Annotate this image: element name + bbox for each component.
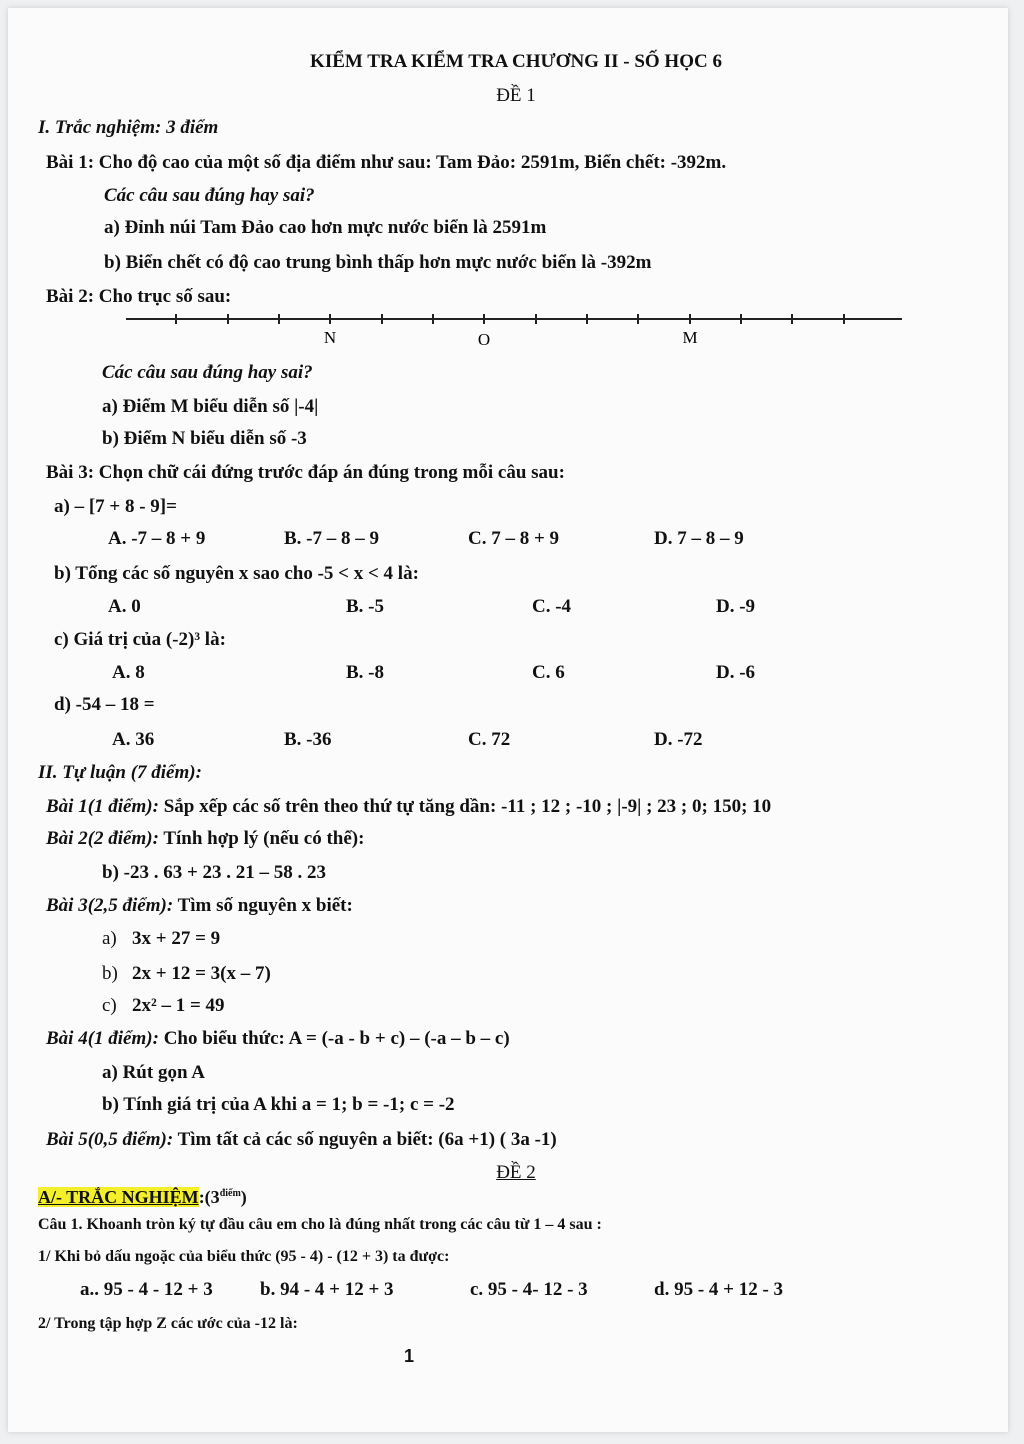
tl-bai3-text: Tìm số nguyên x biết:	[173, 895, 353, 916]
de2-q1-option-d: d. 95 - 4 + 12 - 3	[654, 1279, 784, 1300]
bai1-b: b) Biển chết có độ cao trung bình thấp hơn mực nước biển là -392m	[104, 252, 652, 273]
de2-cau1: Câu 1. Khoanh tròn ký tự đầu câu em cho là đúng nhất trong các câu từ 1 – 4 sau :	[38, 1216, 602, 1233]
bai3-text: Bài 3: Chọn chữ cái đứng trước đáp án đúng trong mỗi câu sau:	[46, 462, 565, 483]
exam-variant-2: ĐỀ 2	[496, 1162, 536, 1183]
tl-bai3-c-eq: 2x² – 1 = 49	[132, 995, 225, 1016]
bai3-qd: d) -54 – 18 =	[54, 694, 155, 715]
tl-bai4-b: b) Tính giá trị của A khi a = 1; b = -1; c = -2	[102, 1094, 455, 1115]
bai3-qd-option-c: C. 72	[468, 729, 511, 750]
number-line	[118, 303, 908, 353]
bai3-qc-option-a: A. 8	[112, 662, 145, 683]
de2-section-close: )	[240, 1187, 247, 1207]
bai3-qc-option-b: B. -8	[346, 662, 384, 683]
de2-section-heading	[38, 1185, 247, 1209]
part2-heading: II. Tự luận (7 điểm):	[38, 762, 202, 783]
bai3-qa-option-d: D. 7 – 8 – 9	[654, 528, 744, 549]
bai2-a: a) Điểm M biểu diễn số |-4|	[102, 396, 319, 417]
tl-bai2	[46, 827, 364, 851]
tl-bai4-text: Cho biểu thức: A = (-a - b + c) – (-a – b – c)	[158, 1028, 510, 1049]
tl-bai3-label: Bài 3(2,5 điểm):	[46, 895, 174, 916]
tl-bai3-b-key: b)	[102, 963, 118, 984]
tl-bai3-a-eq: 3x + 27 = 9	[132, 928, 221, 949]
tl-bai2-label: Bài 2(2 điểm):	[46, 828, 159, 849]
bai3-qc-option-d: D. -6	[716, 662, 756, 683]
tl-bai1-label: Bài 1(1 điểm):	[46, 796, 159, 817]
bai1-text: Bài 1: Cho độ cao của một số địa điểm như sau: Tam Đảo: 2591m, Biển chết: -392m.	[46, 152, 727, 173]
tl-bai1-text: Sắp xếp các số trên theo thứ tự tăng dần: -11 ; 12 ; -10 ; |-9| ; 23 ; 0; 150; 10	[158, 796, 772, 817]
bai1-prompt: Các câu sau đúng hay sai?	[104, 185, 315, 206]
exam-title: KIỂM TRA KIỂM TRA CHƯƠNG II - SỐ HỌC 6	[310, 51, 722, 72]
tl-bai4-a: a) Rút gọn A	[102, 1062, 205, 1083]
bai3-qd-option-d: D. -72	[654, 729, 703, 750]
tl-bai3-c-key: c)	[102, 995, 117, 1016]
bai1-a: a) Đỉnh núi Tam Đảo cao hơn mực nước biển là 2591m	[104, 217, 547, 238]
tl-bai3-b-eq: 2x + 12 = 3(x – 7)	[132, 963, 271, 984]
de2-q2: 2/ Trong tập hợp Z các ước của -12 là:	[38, 1315, 298, 1332]
bai2-prompt: Các câu sau đúng hay sai?	[102, 362, 313, 383]
bai3-qa-option-c: C. 7 – 8 + 9	[468, 528, 560, 549]
bai3-qb: b) Tổng các số nguyên x sao cho -5 < x < 4 là:	[54, 563, 419, 584]
bai3-qa-option-b: B. -7 – 8 – 9	[284, 528, 379, 549]
tl-bai5-label: Bài 5(0,5 điểm):	[46, 1129, 174, 1150]
number-line-label-m: M	[682, 328, 698, 347]
tl-bai3-a-key: a)	[102, 928, 117, 949]
document-page	[8, 8, 1008, 1432]
number-line-label-o: O	[477, 330, 491, 349]
tl-bai2-b: b) -23 . 63 + 23 . 21 – 58 . 23	[102, 862, 327, 883]
de2-section-sup: điểm	[219, 1188, 241, 1199]
bai3-qd-option-a: A. 36	[112, 729, 155, 750]
bai3-qb-option-b: B. -5	[346, 596, 384, 617]
tl-bai4	[46, 1027, 510, 1051]
tl-bai5	[46, 1128, 557, 1152]
number-line-label-n: N	[323, 328, 337, 347]
de2-q1-option-a: a.. 95 - 4 - 12 + 3	[80, 1279, 213, 1300]
de2-q1-option-c: c. 95 - 4- 12 - 3	[470, 1279, 588, 1300]
bai3-qb-option-d: D. -9	[716, 596, 756, 617]
bai3-qb-option-c: C. -4	[532, 596, 572, 617]
de2-section-title: A/- TRẮC NGHIỆM	[38, 1187, 199, 1207]
de2-section-tail: :(3	[198, 1187, 220, 1207]
tl-bai5-text: Tìm tất cả các số nguyên a biết: (6a +1) ( 3a -1)	[173, 1129, 557, 1150]
bai2-text: Bài 2: Cho trục số sau:	[46, 286, 232, 307]
bai3-qb-option-a: A. 0	[108, 596, 141, 617]
bai3-qc-option-c: C. 6	[532, 662, 565, 683]
exam-variant-1: ĐỀ 1	[496, 85, 536, 106]
tl-bai2-text: Tính hợp lý (nếu có thể):	[158, 828, 365, 849]
tl-bai4-label: Bài 4(1 điểm):	[46, 1028, 159, 1049]
bai3-qd-option-b: B. -36	[284, 729, 332, 750]
tl-bai1	[46, 795, 771, 819]
de2-q1-option-b: b. 94 - 4 + 12 + 3	[260, 1279, 394, 1300]
bai3-qa: a) – [7 + 8 - 9]=	[54, 496, 177, 517]
bai3-qc: c) Giá trị của (-2)³ là:	[54, 629, 226, 650]
page-number: 1	[404, 1346, 415, 1366]
bai2-b: b) Điểm N biểu diễn số -3	[102, 428, 307, 449]
tl-bai3	[46, 894, 353, 918]
de2-q1: 1/ Khi bỏ dấu ngoặc của biểu thức (95 - 4) - (12 + 3) ta được:	[38, 1248, 450, 1265]
bai3-qa-option-a: A. -7 – 8 + 9	[108, 528, 206, 549]
part1-heading: I. Trắc nghiệm: 3 điểm	[38, 117, 219, 138]
